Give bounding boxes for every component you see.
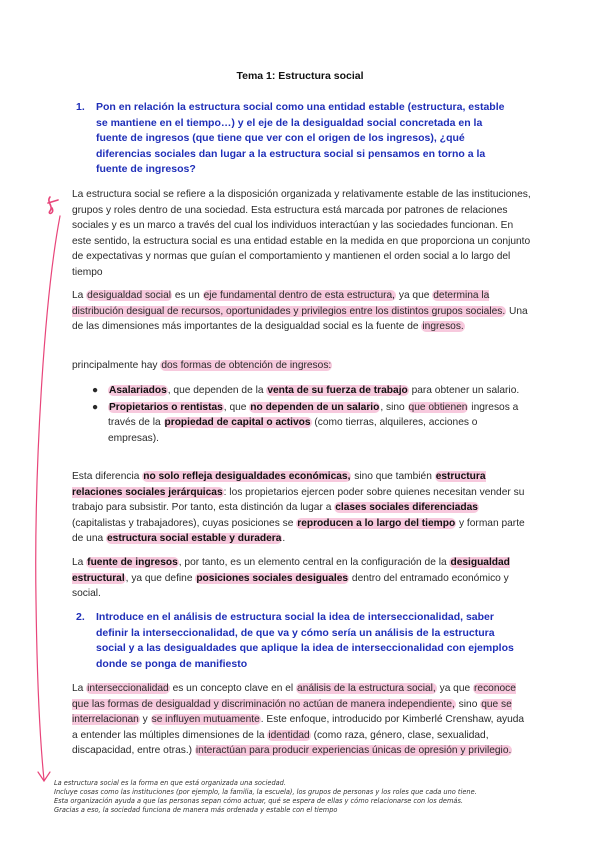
question-1 xyxy=(76,100,516,178)
text-span: . xyxy=(282,533,286,544)
highlight: Asalariados xyxy=(109,385,167,396)
paragraph-fuente-ingresos xyxy=(72,555,532,602)
bullet-icon: ● xyxy=(92,401,99,413)
text-span: dentro del entramado económico y social. xyxy=(72,572,509,599)
text-span: La xyxy=(72,683,87,694)
highlight: desigualdad social xyxy=(87,290,171,301)
highlight: interseccionalidad xyxy=(87,683,169,694)
highlight: fuente de ingresos xyxy=(87,557,178,568)
text-span: ya que xyxy=(396,290,433,301)
bullet-icon: ● xyxy=(92,385,99,396)
note-line: La estructura social es la forma en que está organizada una sociedad. xyxy=(54,779,286,787)
text-span: es un concepto clave en el xyxy=(169,683,297,694)
text-span: , por tanto, es un elemento central en la configuración de la xyxy=(178,557,450,568)
handwritten-note xyxy=(54,779,564,815)
text-span: La xyxy=(72,557,87,568)
question-2 xyxy=(76,610,516,672)
highlight: análisis de la estructura social, xyxy=(297,683,436,694)
question-1-text: Pon en relación la estructura social como una entidad estable (estructura, estable se mantiene en el tiempo…) y el eje de la desigualdad social concretada en la fuente de ingresos (que tiene que ver con el origen de los ingresos), ¿qué diferencias sociales dan lugar a la estructura social si pensamos en torno a la fuente de ingresos? xyxy=(96,101,505,175)
text-span: La xyxy=(72,290,87,301)
highlight: eje fundamental dentro de esta estructura, xyxy=(203,290,396,301)
text-span: es un xyxy=(172,290,203,301)
text-span: sino xyxy=(455,698,481,710)
question-2-text: Introduce en el análisis de estructura social la idea de interseccionalidad, saber definir la interseccionalidad, de que va y cómo sería un análisis de la estructura social y a las desigualdades que aplique la idea de interseccionalidad con ejemplos donde se ponga de manifiesto xyxy=(96,611,514,670)
highlight: estructura social estable y duradera xyxy=(107,533,282,544)
text-span: , ya que define xyxy=(125,572,196,584)
highlight: dos formas de obtención de ingresos: xyxy=(161,360,332,371)
highlight: no solo refleja desigualdades económicas, xyxy=(143,471,351,482)
highlight: clases sociales diferenciadas xyxy=(335,502,478,513)
paragraph-interseccionalidad xyxy=(72,681,532,759)
text-span: y forman parte de una xyxy=(72,517,525,544)
text-span: , sino xyxy=(380,401,408,413)
page-title: Tema 1: Estructura social xyxy=(236,70,364,82)
text-span: ingresos a través de la xyxy=(108,401,519,428)
highlight: que obtienen xyxy=(408,401,468,413)
text-span: sino que también xyxy=(351,471,435,482)
highlight: venta de su fuerza de trabajo xyxy=(267,385,408,396)
text-span: : los propietarios ejercen poder sobre quienes necesitan vender su trabajo para subsistir. Por tanto, esta distinción da lugar a xyxy=(72,486,525,513)
highlight: que se interrelacionan xyxy=(72,698,512,725)
paragraph-estructura-social: La estructura social se refiere a la disposición organizada y relativamente estable de las instituciones, grupos y roles dentro de una sociedad. Esta estructura está marcada por patrones de relaciones sociales y es un marco a través del cual los individuos interactúan y las sociedades funcionan. En este sentido, la estructura social es una entidad estable en la medida en que proporciona un conjunto de expectativas y normas que guían el comportamiento y mantienen el orden social a lo largo del tiempo xyxy=(72,189,531,278)
text-span: Esta diferencia xyxy=(72,471,143,482)
note-line: Incluye cosas como las instituciones (por ejemplo, la familia, la escuela), los grupos de personas y los roles que cada uno tiene. xyxy=(54,788,477,796)
highlight: reconoce que las formas de desigualdad y discriminación no actúan de manera independiente, xyxy=(72,683,516,710)
highlight: estructura relaciones sociales jerárquicas xyxy=(72,471,486,498)
highlight: posiciones sociales desiguales xyxy=(196,572,349,584)
text-span: , que xyxy=(223,401,250,413)
paragraph-diferencia-clases xyxy=(72,469,532,547)
income-types-list xyxy=(92,383,528,447)
highlight: identidad xyxy=(268,729,310,741)
question-2-number: 2. xyxy=(76,611,85,623)
highlight: determina la distribución desigual de recursos, oportunidades y privilegios entre los distintos grupos sociales. xyxy=(72,290,506,317)
text-span: , que dependen de la xyxy=(167,385,267,396)
highlight: interactúan para producir experiencias únicas de opresión y privilegio. xyxy=(195,745,512,756)
note-line: Esta organización ayuda a que las personas sepan cómo actuar, qué se espera de ellas y cómo relacionarse con los demás. xyxy=(54,797,463,805)
question-1-number: 1. xyxy=(76,101,85,113)
text-span: ya que xyxy=(436,683,474,694)
text-span: Una de las dimensiones más importantes de la desigualdad social es la fuente de xyxy=(72,305,528,332)
list-item-propietarios xyxy=(92,400,528,447)
list-item-asalariados xyxy=(92,383,528,399)
text-span: (como raza, género, clase, sexualidad, discapacidad, entre otras.) xyxy=(72,729,489,756)
text-span: y xyxy=(139,714,151,725)
highlight: se influyen mutuamente xyxy=(151,714,260,725)
paragraph-formas-ingresos xyxy=(72,358,532,374)
highlight: Propietarios o rentistas xyxy=(109,401,223,413)
text-span: principalmente hay xyxy=(72,360,161,371)
paragraph-desigualdad-social xyxy=(72,288,532,335)
text-span: . Este enfoque, introducido por Kimberlé Crenshaw, ayuda a entender las múltiples dimensiones de la xyxy=(72,714,525,741)
highlight: no dependen de un salario xyxy=(250,401,380,413)
text-span: (capitalistas y trabajadores), cuyas posiciones se xyxy=(72,517,297,529)
highlight: desigualdad estructural xyxy=(72,557,510,584)
text-span: (como tierras, alquileres, acciones o empresas). xyxy=(108,417,478,444)
highlight: reproducen a lo largo del tiempo xyxy=(297,517,456,529)
highlight: ingresos. xyxy=(422,321,464,332)
highlight: propiedad de capital o activos xyxy=(164,417,311,428)
text-span: para obtener un salario. xyxy=(408,385,520,396)
note-line: Gracias a eso, la sociedad funciona de manera más ordenada y estable con el tiempo xyxy=(54,806,338,814)
